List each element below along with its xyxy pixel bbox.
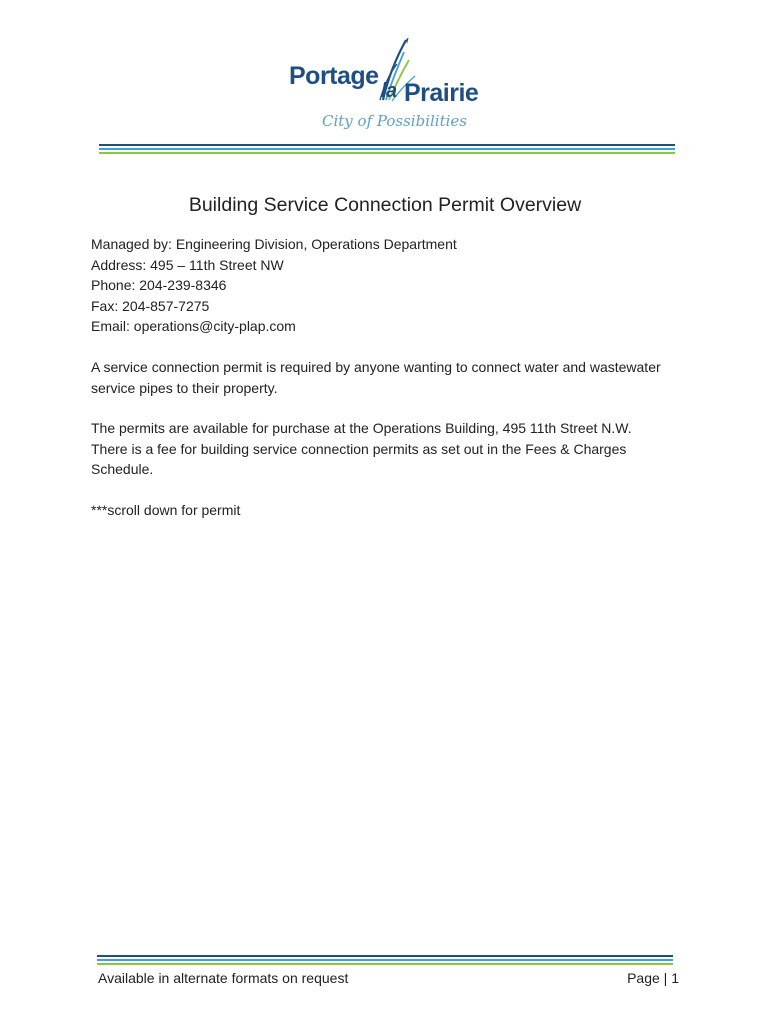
divider-line-green — [97, 963, 673, 965]
logo-word-prairie: Prairie — [404, 79, 479, 107]
fax-line: Fax: 204-857-7275 — [91, 297, 210, 314]
divider-line-blue — [97, 959, 673, 961]
phone-line: Phone: 204-239-8346 — [91, 277, 227, 293]
divider-line-green — [99, 152, 675, 154]
city-logo — [0, 38, 770, 138]
logo-word-portage: Portage — [289, 62, 379, 90]
paragraph-permit-purchase: The permits are available for purchase at the Operations Building, 495 11th Street N.W. There is a fee for building service connection permits as set out in the Fees & Charges Schedule. — [91, 420, 632, 477]
document-title: Building Service Connection Permit Overview — [188, 194, 582, 216]
managed-by-line: Managed by: Engineering Division, Operations Department — [91, 236, 457, 252]
paragraph-scroll-note: ***scroll down for permit — [91, 502, 241, 518]
paragraph-permit-requirement: A service connection permit is required by anyone wanting to connect water and wastewater service pipes to their property. — [91, 359, 661, 396]
logo-tagline: City of Possibilities — [322, 112, 467, 130]
divider-line-navy — [97, 955, 673, 957]
divider-line-navy — [99, 144, 675, 146]
footer-divider — [97, 955, 673, 969]
divider-line-blue — [99, 148, 675, 150]
footer-alternate-formats: Available in alternate formats on request — [98, 970, 349, 986]
contact-block — [91, 234, 691, 337]
email-line: Email: operations@city-plap.com — [91, 318, 296, 334]
footer-page-number: Page | 1 — [627, 970, 679, 986]
logo-word-la: la — [381, 80, 397, 102]
header-divider — [99, 144, 675, 158]
address-line: Address: 495 – 11th Street NW — [91, 256, 284, 273]
